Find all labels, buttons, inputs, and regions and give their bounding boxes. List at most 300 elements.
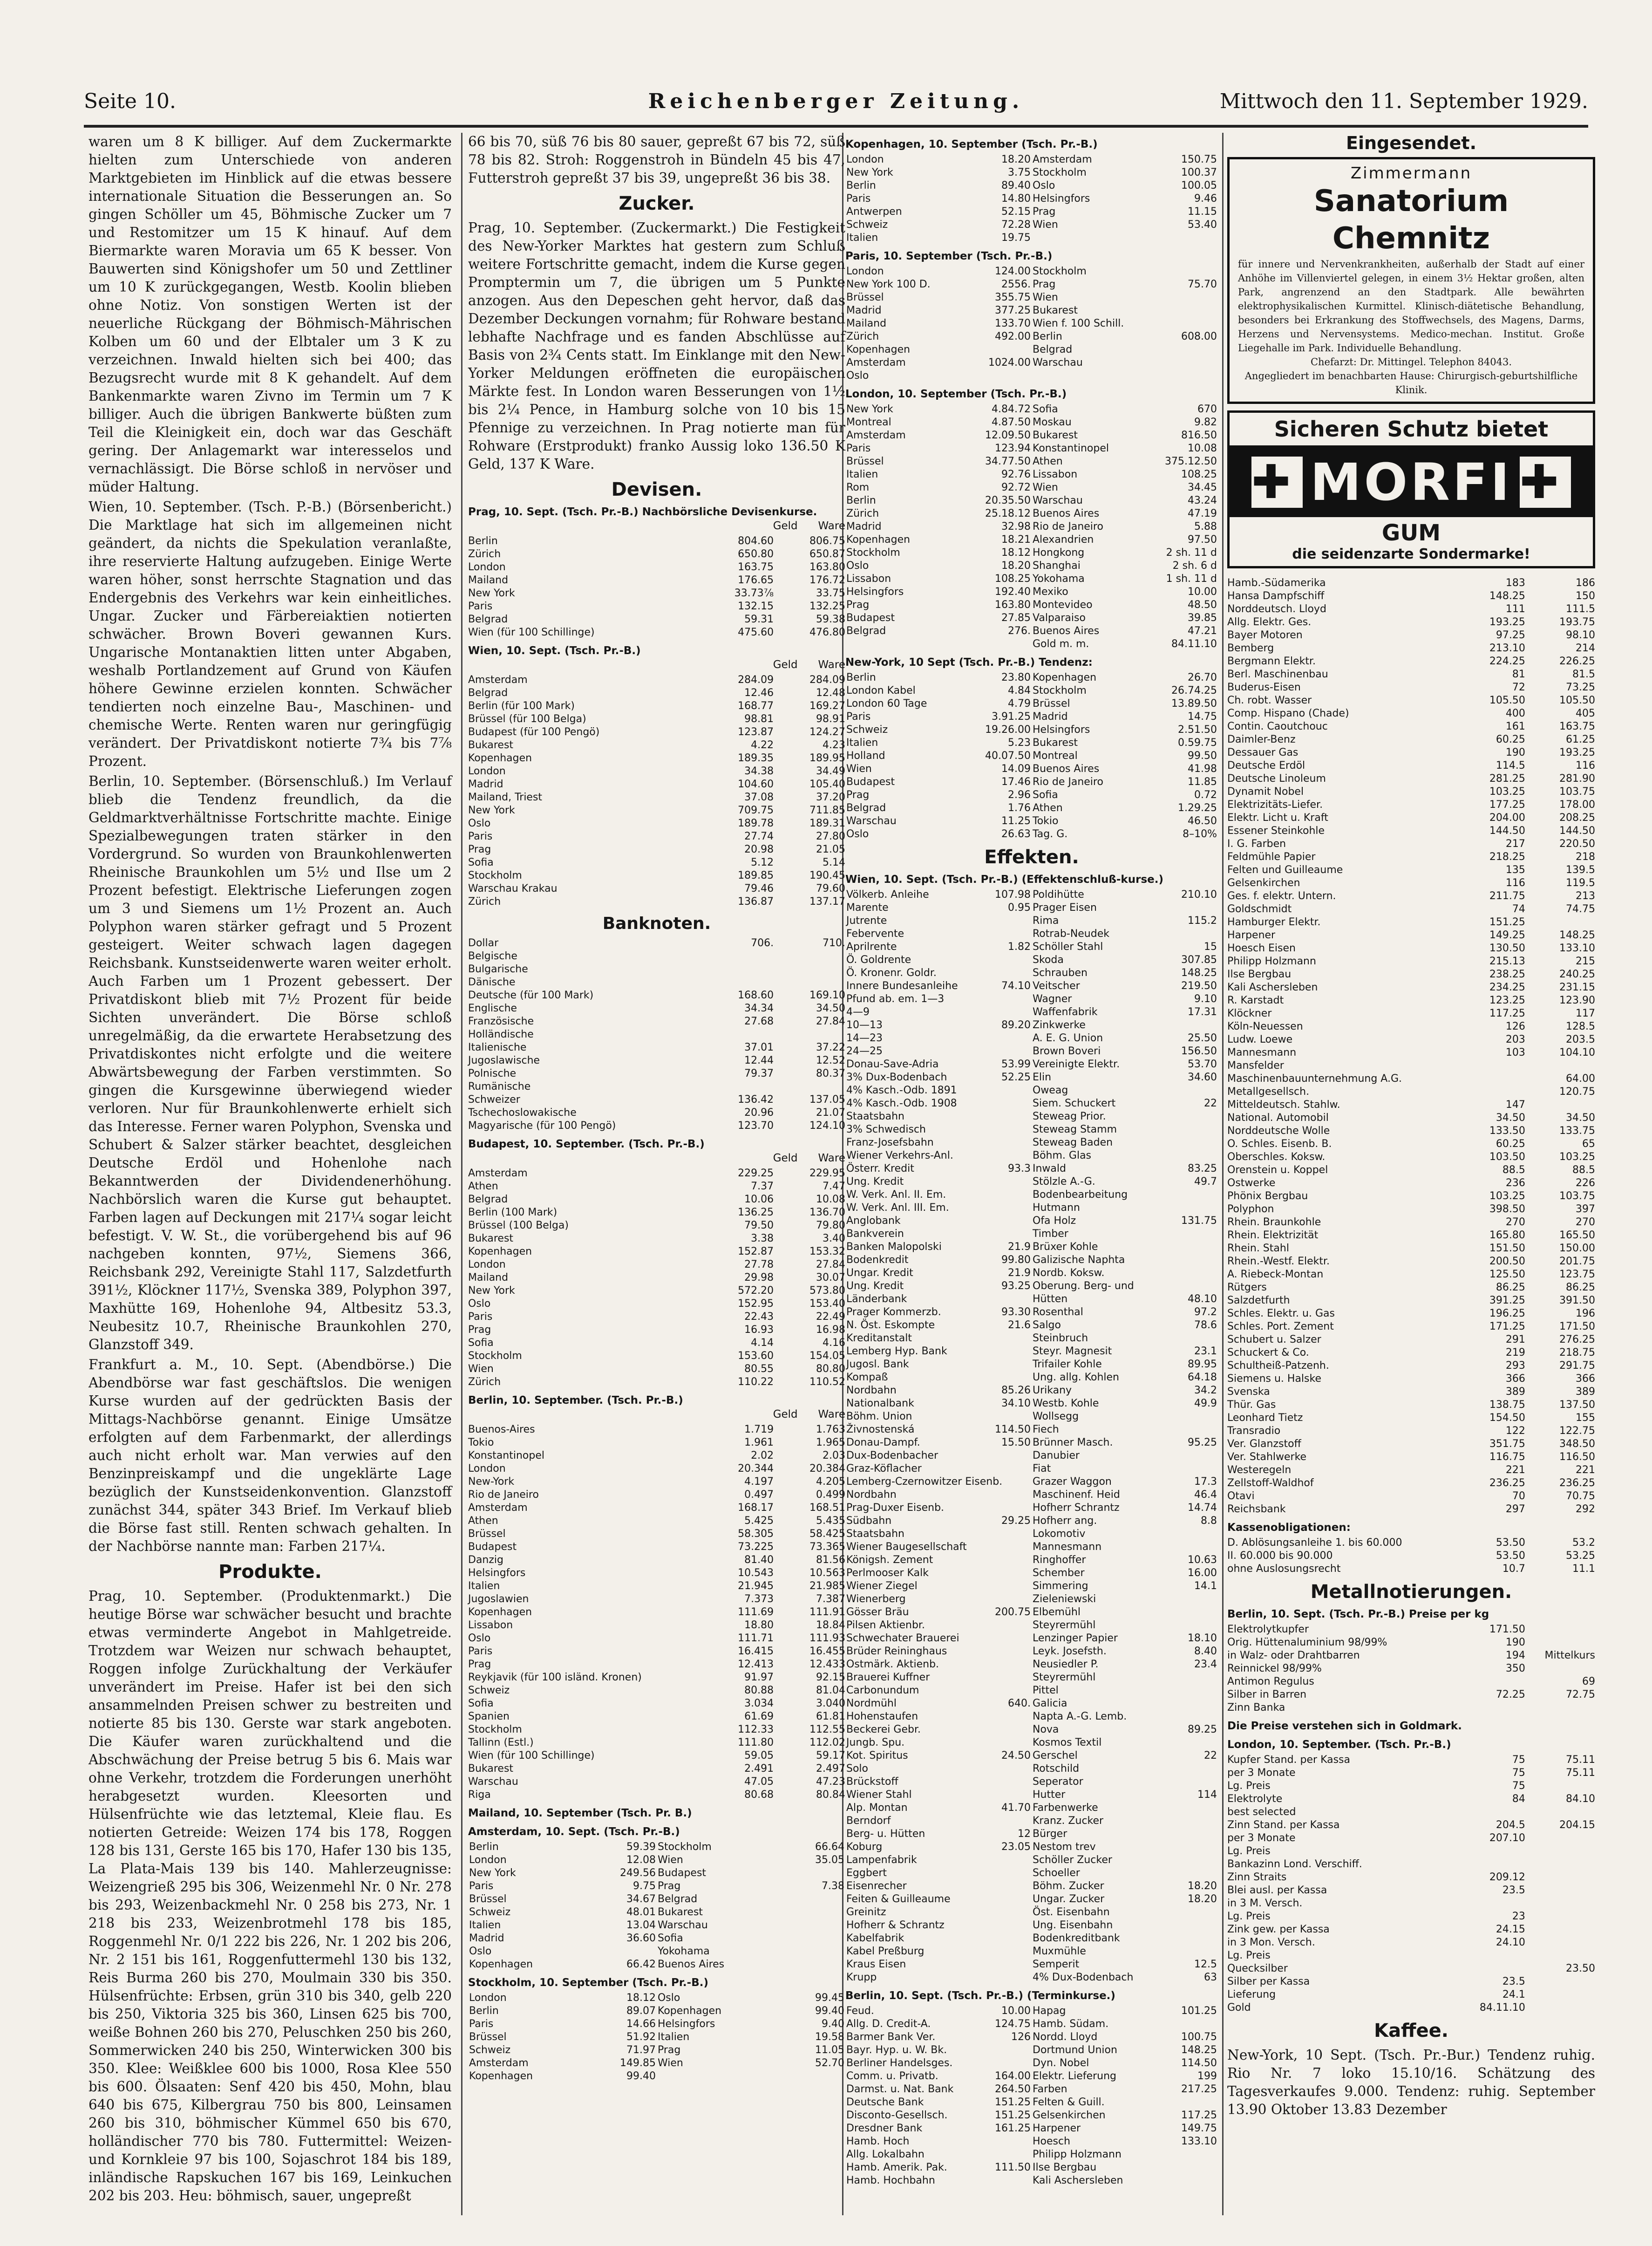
- quote-value: 670: [1197, 403, 1217, 415]
- quote-name: Steweag Prior.: [1033, 1111, 1106, 1122]
- quote-name: Metallgesellsch.: [1227, 1086, 1310, 1098]
- quote-name: Lieferung: [1227, 1989, 1276, 2000]
- quote-value: 111.93: [809, 1632, 845, 1644]
- quote-value: 163.75: [1559, 721, 1595, 732]
- quote-value: 114.5: [1496, 760, 1525, 771]
- quote-value: 34.50: [1566, 1112, 1595, 1124]
- quote-value: 53.25: [1566, 1550, 1595, 1562]
- quote-name: Buenos Aires: [657, 1959, 725, 1970]
- quote-value: 22: [1204, 1098, 1217, 1109]
- table-row: [845, 1488, 1218, 1502]
- table-berlin-devisen: [468, 1423, 845, 1802]
- table-row: [468, 1945, 845, 1958]
- quote-name: Belgrad: [657, 1893, 698, 1905]
- quote-name: Fiech: [1033, 1424, 1059, 1435]
- quote-value: 34.34: [744, 1003, 774, 1014]
- quote-value: 572.20: [738, 1285, 774, 1297]
- quote-value: 213: [1576, 890, 1595, 902]
- quote-value: [972, 1880, 1032, 1893]
- quote-value: 137.05: [809, 1094, 845, 1106]
- quote-value: 123.75: [1559, 1269, 1595, 1280]
- quote-name: London 60 Tage: [846, 698, 927, 710]
- quote-value: [1455, 1701, 1525, 1714]
- quote-value: 37.01: [744, 1042, 774, 1053]
- quote-value: 97.50: [1188, 534, 1217, 546]
- quote-name: Hütten: [1033, 1293, 1068, 1305]
- geld-label: Geld: [773, 659, 798, 671]
- quote-value: 199: [1197, 2070, 1217, 2082]
- quote-value: 131.75: [1181, 1215, 1217, 1227]
- quote-value: 27.80: [816, 831, 845, 842]
- quote-value: 117: [1576, 1008, 1595, 1019]
- quote-value: 48.10: [1188, 1293, 1217, 1305]
- table-heading-text: Berlin, 10. September. (Tsch. Pr.-B.): [468, 1394, 683, 1406]
- quote-name: Steinbruch: [1033, 1332, 1088, 1344]
- table-row: [1227, 812, 1595, 825]
- quote-name: Amsterdam: [846, 430, 906, 441]
- quote-value: 138.75: [1489, 1399, 1525, 1411]
- quote-name: Galicia: [1033, 1698, 1067, 1709]
- table-stockholm-devisen: [468, 1992, 845, 2083]
- quote-value: 34.49: [816, 765, 845, 777]
- table-heading-berlin: [468, 1393, 845, 1421]
- quote-value: 709.75: [738, 805, 774, 816]
- quote-name: Wien: [657, 2057, 683, 2069]
- quote-value: 97.2: [1194, 1306, 1217, 1318]
- quote-value: 21.9: [1008, 1267, 1031, 1279]
- quote-value: 74: [1512, 903, 1525, 915]
- quote-name: Belgrad: [468, 1194, 508, 1205]
- quote-value: 3.75: [1008, 167, 1031, 178]
- table-row: [1227, 1190, 1595, 1203]
- quote-value: 116: [1505, 877, 1525, 889]
- quote-value: [1525, 1806, 1595, 1819]
- table-row: [1227, 1662, 1595, 1675]
- quote-value: [1525, 1701, 1595, 1714]
- article-frankfurt-exchange: Frankfurt a. M., 10. Sept. (Abendbörse.) Die Abendbörse war fast geschäftslos. Die wenigen Kurse wurden auf der gedrückten Basis der Mittags-Nachbörse genannt. Einige Umsätze erfolgten auf dem Farbenmarkt, der allerdings auch nicht erholt war. Man verwies auf den Benzinpreiskampf und die ungeklärte Lage bezüglich der Kunstseidenkonvention. Glanzstoff zunächst 344, später 343 Brief. Im Verkauf blieb die Börse fast still. Renten schwach gehalten. In der Nachbörse nannte man: Farben 217¼.: [88, 1357, 452, 1554]
- quote-name: Ilse Bergbau: [1227, 969, 1292, 980]
- table-row: [1227, 1099, 1595, 1112]
- quote-name: Kopenhagen: [469, 2070, 533, 2082]
- table-row: [468, 1893, 845, 1906]
- quote-value: [702, 950, 774, 963]
- table-row: [845, 1554, 1218, 1567]
- table-row: [468, 1528, 845, 1541]
- quote-value: 1.965: [816, 1437, 845, 1448]
- quote-value: 115.2: [1188, 915, 1217, 927]
- table-row: [1227, 1923, 1595, 1936]
- quote-name: Nordd. Lloyd: [1033, 2031, 1098, 2043]
- table-berlin-securities: [845, 2005, 1218, 2187]
- quote-name: best selected: [1227, 1806, 1296, 1818]
- quote-name: Grazer Waggon: [1033, 1476, 1112, 1488]
- quote-value: [972, 1893, 1032, 1906]
- quote-value: [972, 1710, 1032, 1723]
- quote-value: [596, 1945, 657, 1958]
- quote-name: Gold m. m.: [1033, 638, 1089, 650]
- table-row: [845, 1006, 1218, 1019]
- quote-value: [972, 2044, 1032, 2057]
- quote-value: 53.70: [1188, 1058, 1217, 1070]
- quote-name: 4% Kasch.-Odb. 1891: [846, 1085, 957, 1096]
- table-row: [1227, 1307, 1595, 1320]
- quote-name: Silber per Kassa: [1227, 1976, 1310, 1987]
- quote-name: Norddeutsch. Lloyd: [1227, 603, 1326, 615]
- quote-name: Paris: [846, 711, 871, 723]
- quote-value: [785, 1906, 845, 1919]
- quote-name: Brüssel: [846, 292, 884, 303]
- quote-value: 207.10: [1489, 1832, 1525, 1844]
- quote-name: Madrid: [469, 1932, 504, 1944]
- quote-value: 1.961: [744, 1437, 774, 1448]
- quote-name: Brüder Reininghaus: [846, 1645, 947, 1657]
- quote-name: Deutsche Bank: [846, 2096, 924, 2108]
- quote-name: Brüssel: [1033, 698, 1070, 710]
- quote-name: Contin. Caoutchouc: [1227, 721, 1328, 732]
- quote-name: Siem. Schuckert: [1033, 1098, 1116, 1109]
- table-heading-bonds: Kassenobligationen:: [1227, 1522, 1351, 1534]
- quote-value: [972, 915, 1032, 928]
- quote-value: 103.50: [1489, 1151, 1525, 1163]
- table-row: [468, 1311, 845, 1324]
- quote-name: Budapest (für 100 Pengö): [468, 726, 600, 738]
- geld-ware-labels: [468, 519, 845, 533]
- quote-name: Schweiz: [468, 1685, 510, 1696]
- quote-value: 49.9: [1194, 1398, 1217, 1409]
- quote-name: London: [469, 1992, 507, 2004]
- table-row: [845, 304, 1218, 317]
- quote-name: Daimler-Benz: [1227, 734, 1296, 745]
- quote-value: [1455, 1806, 1525, 1819]
- quote-value: 189.95: [809, 752, 845, 764]
- quote-value: [1158, 1528, 1218, 1541]
- quote-name: Elektr. Lieferung: [1033, 2070, 1117, 2082]
- quote-value: [972, 1671, 1032, 1684]
- quote-name: Antwerpen: [846, 206, 902, 218]
- table-row: [1227, 681, 1595, 694]
- quote-name: Rotrab-Neudek: [1033, 928, 1109, 940]
- geld-label: Geld: [773, 1408, 798, 1420]
- quote-value: [785, 1867, 845, 1880]
- table-row: [1227, 694, 1595, 707]
- quote-value: 110.22: [738, 1376, 774, 1388]
- quote-name: Wien: [468, 1363, 494, 1375]
- quote-name: Sofia: [468, 1698, 494, 1709]
- quote-name: Zinn Straits: [1227, 1871, 1287, 1883]
- quote-value: 18.20: [1188, 1893, 1217, 1905]
- quote-name: Koburg: [846, 1841, 883, 1853]
- quote-value: 400: [1505, 708, 1525, 719]
- quote-value: 23: [1512, 1911, 1525, 1922]
- table-heading-amsterdam: Amsterdam, 10. Sept. (Tsch. Pr.-B.): [468, 1826, 680, 1838]
- quote-name: Galizische Naphta: [1033, 1254, 1125, 1266]
- quote-name: Kot. Spiritus: [846, 1750, 908, 1761]
- quote-name: [657, 2070, 785, 2083]
- quote-name: Amsterdam: [468, 1502, 528, 1514]
- quote-value: 1.82: [1008, 941, 1031, 953]
- table-row: [468, 1645, 845, 1658]
- table-row: [845, 1332, 1218, 1345]
- quote-name: Schles. Port. Zement: [1227, 1321, 1334, 1332]
- quote-name: in Walz- oder Drahtbarren: [1227, 1650, 1360, 1661]
- table-row: [468, 1697, 845, 1710]
- quote-name: Englische: [468, 1003, 517, 1014]
- quote-value: 27.85: [1001, 612, 1031, 624]
- quote-name: Disconto-Gesellsch.: [846, 2109, 948, 2121]
- quote-value: 92.15: [816, 1672, 845, 1683]
- quote-value: [972, 1541, 1032, 1554]
- quote-name: Wien: [1033, 219, 1058, 231]
- quote-value: 75: [1512, 1767, 1525, 1779]
- table-row: [1227, 1281, 1595, 1294]
- quote-name: Philipp Holzmann: [1033, 2149, 1122, 2160]
- table-budapest-devisen: [468, 1167, 845, 1389]
- quote-value: [972, 1045, 1032, 1058]
- quote-value: 176.65: [738, 574, 774, 586]
- table-row: [845, 1958, 1218, 1971]
- quote-value: 168.51: [809, 1502, 845, 1514]
- table-row: [845, 1384, 1218, 1397]
- quote-value: 104.60: [738, 778, 774, 790]
- quote-value: 200.50: [1489, 1256, 1525, 1267]
- quote-value: 89.25: [1188, 1724, 1217, 1735]
- quote-name: Eisenrecher: [846, 1880, 907, 1892]
- quote-name: Pittel: [1033, 1685, 1059, 1696]
- quote-name: Otavi: [1227, 1490, 1255, 1502]
- quote-name: Mannesmann: [1033, 1541, 1102, 1553]
- quote-value: [1455, 1845, 1525, 1858]
- table-row: [845, 697, 1218, 710]
- quote-value: 17.46: [1001, 776, 1031, 788]
- quote-name: Aprilrente: [846, 941, 897, 953]
- quote-value: 79.50: [744, 1220, 774, 1231]
- quote-name: Tschechoslowakische: [468, 1107, 577, 1119]
- table-row: [468, 791, 845, 804]
- quote-value: 193.25: [1559, 747, 1595, 758]
- quote-name: Kali Aschersleben: [1227, 982, 1318, 993]
- quote-value: [785, 1893, 845, 1906]
- quote-value: [972, 1449, 1032, 1462]
- quote-value: 1 sh. 11 d: [1166, 573, 1217, 585]
- table-row: [1227, 1320, 1595, 1333]
- quote-value: [1158, 356, 1218, 369]
- quote-value: 816.50: [1181, 430, 1217, 441]
- quote-value: [972, 1188, 1032, 1202]
- quote-value: [774, 963, 845, 976]
- quote-value: 75: [1512, 1754, 1525, 1766]
- table-row: [845, 2109, 1218, 2122]
- quote-value: 136.70: [809, 1207, 845, 1218]
- quote-value: 111.69: [738, 1606, 774, 1618]
- quote-value: 1024.00: [988, 357, 1031, 369]
- quote-value: 7.37: [751, 1181, 774, 1192]
- table-row: [845, 468, 1218, 481]
- quote-value: 2.02: [751, 1450, 774, 1461]
- quote-value: 20.344: [738, 1463, 774, 1475]
- quote-name: Zink gew. per Kassa: [1227, 1924, 1330, 1935]
- quote-value: 7.47: [823, 1181, 845, 1192]
- table-row: [845, 232, 1218, 245]
- quote-value: [972, 1358, 1032, 1371]
- quote-value: [972, 2057, 1032, 2070]
- quote-value: 366: [1576, 1373, 1595, 1385]
- quote-name: Länderbank: [846, 1293, 907, 1305]
- table-row: [845, 1045, 1218, 1058]
- quote-name: Stockholm: [1033, 685, 1087, 696]
- quote-name: Jungb. Spu.: [846, 1737, 905, 1748]
- quote-value: 229.25: [738, 1167, 774, 1179]
- quote-name: Allg. Elektr. Ges.: [1227, 616, 1312, 628]
- quote-name: A. E. G. Union: [1033, 1032, 1103, 1044]
- quote-value: 111: [1505, 603, 1525, 615]
- quote-value: 34.2: [1194, 1385, 1217, 1396]
- quote-name: Hamb.-Südamerika: [1227, 577, 1326, 589]
- quote-name: London: [469, 1854, 507, 1866]
- quote-value: 281.25: [1489, 773, 1525, 785]
- quote-name: Kabelfabrik: [846, 1932, 904, 1944]
- article-berlin-exchange: Berlin, 10. September. (Börsenschluß.) Im Verlauf blieb die Tendenz freundlich, da die Geldmarktverhältnisse Fortschritte machte. Einige Spezialbewegungen traten stärker in den Vordergrund. So wurden von Braunkohlenwerten Rheinische Braunkohlen um 5½ und Ilse um 2 Prozent befestigt. Elektrische Lieferungen zogen um 3 und Siemens um 1½ Prozent an. Auch Polyphon waren stärker gefragt und 5 Prozent gesteigert. Weiter schwach lagen dagegen Reichsbank. Kunstseidenwerte waren weiter erholt. Auch Farben um 1 Prozent gebessert. Der Privatdiskont blieb mit 7½ Prozent für beide Sichten unverändert. Die Börse schloß unregelmäßig, da die erwartete Herabsetzung des Privatdiskontes nicht erfolgte und die weitere Abwärtsbewegung der Farben verstimmten. So gingen die Kursgewinne überwiegend wieder verloren. Nur für Braunkohlenwerte erhielt sich das Interesse. Ferner waren Polyphon, Svenska und Schubert & Salzer stärker beachtet, desgleichen Deutsche Erdöl und Hohenlohe nach Bekanntwerden der Dividendenerhöhung. Nachbörslich waren die Kurse gut behauptet. Farben lagen auf Deckungen mit 217¼ sogar leicht befestigt. V. W. St., die vorübergehend bis auf 96 nachgeben konnten, 97½, Siemens 366, Reichsbank 292, Vereinigte Stahl 117, Salzdetfurth 391½, Klöckner 117½, Svenska 389, Polyphon 397, Maxhütte 169, Hohenlohe 94, Altbesitz 53.3, Neubesitz 10.7, Rheinische Braunkohlen 270, Glanzstoff 349.: [88, 773, 452, 1352]
- quote-name: Warschau: [846, 815, 897, 827]
- table-row: [845, 1241, 1218, 1254]
- quote-name: Madrid: [846, 305, 882, 316]
- quote-value: 804.60: [738, 535, 774, 547]
- quote-name: Steyrermühl: [1033, 1619, 1096, 1631]
- table-row: [468, 1593, 845, 1606]
- quote-value: 14.1: [1194, 1580, 1217, 1592]
- quote-name: Felten und Guilleaume: [1227, 864, 1343, 876]
- table-row: [468, 856, 845, 869]
- quote-value: 201.75: [1559, 1256, 1595, 1267]
- quote-value: 351.75: [1489, 1438, 1525, 1450]
- quote-value: [972, 993, 1032, 1006]
- quote-name: Völkerb. Anleihe: [846, 889, 929, 901]
- quote-name: Wien: [1033, 292, 1058, 303]
- quote-value: 218.75: [1559, 1347, 1595, 1359]
- table-heading-berlin-securities: Berlin, 10. Sept. (Tsch. Pr.-B.) (Terminkurse.): [845, 1990, 1115, 2002]
- quote-name: London: [468, 1463, 506, 1475]
- quote-name: Konstantinopel: [468, 1450, 545, 1461]
- quote-name: Dresdner Bank: [846, 2123, 923, 2134]
- table-row: [1227, 1536, 1595, 1550]
- quote-value: 8–10%: [1183, 828, 1217, 840]
- table-row: [845, 481, 1218, 494]
- quote-name: London Kabel: [846, 685, 916, 696]
- quote-name: Kopenhagen: [468, 1606, 532, 1618]
- table-row: [468, 1723, 845, 1736]
- quote-value: 375.12.50: [1165, 456, 1217, 467]
- quote-name: London: [468, 561, 506, 573]
- quote-name: Wiener Stahl: [846, 1789, 912, 1801]
- quote-value: 2556.: [1001, 279, 1031, 290]
- quote-value: [1455, 1949, 1525, 1962]
- quote-value: 18.10: [1188, 1632, 1217, 1644]
- quote-value: 33.75: [816, 587, 845, 599]
- table-row: [468, 1958, 845, 1971]
- quote-value: 5.88: [1194, 521, 1217, 532]
- table-row: [845, 1606, 1218, 1619]
- quote-name: Oslo: [846, 370, 869, 382]
- table-row: [468, 1619, 845, 1632]
- quote-value: [972, 1736, 1032, 1749]
- quote-name: Wiener Ziegel: [846, 1580, 918, 1592]
- quote-name: Warschau: [1033, 495, 1083, 506]
- quote-value: 60.25: [1496, 734, 1525, 745]
- quote-value: 133.10: [1559, 942, 1595, 954]
- column-4: [1227, 133, 1595, 2215]
- table-row: [845, 993, 1218, 1006]
- quote-value: 89.07: [626, 2005, 656, 2017]
- quote-value: [1158, 1775, 1218, 1789]
- quote-value: 80.88: [744, 1685, 774, 1696]
- quote-name: Carbonundum: [846, 1685, 919, 1696]
- quote-name: Sofia: [468, 1337, 494, 1349]
- table-row: [1227, 877, 1595, 890]
- quote-name: Ver. Glanzstoff: [1227, 1438, 1301, 1450]
- quote-value: 10.06: [744, 1194, 774, 1205]
- table-row: [468, 1324, 845, 1337]
- quote-name: Donau-Dampf.: [846, 1437, 920, 1448]
- table-row: [845, 1645, 1218, 1658]
- quote-value: [972, 1006, 1032, 1019]
- quote-name: Krupp: [846, 1972, 877, 1983]
- quote-name: Oberung. Berg- und: [1033, 1280, 1134, 1292]
- table-row: [845, 1058, 1218, 1071]
- quote-value: 161.25: [995, 2123, 1031, 2134]
- quote-name: A. Riebeck-Montan: [1227, 1269, 1324, 1280]
- quote-value: 48.01: [626, 1906, 656, 1918]
- quote-value: 111.91: [809, 1606, 845, 1618]
- quote-name: Paris: [846, 443, 871, 454]
- quote-name: Zinn Banka: [1227, 1702, 1285, 1714]
- quote-value: 112.55: [809, 1724, 845, 1735]
- quote-value: [1158, 1332, 1218, 1345]
- quote-value: 200.75: [995, 1606, 1031, 1618]
- quote-value: 81.5: [1572, 669, 1595, 680]
- table-row: [1227, 1346, 1595, 1359]
- quote-name: Rio de Janeiro: [1033, 776, 1103, 788]
- quote-value: 84.10: [1566, 1793, 1595, 1805]
- quote-value: 34.10: [1001, 1398, 1031, 1409]
- quote-value: 137.50: [1559, 1399, 1595, 1411]
- article-vienna-exchange: Wien, 10. September. (Tsch. P.-B.) (Börsenbericht.) Die Marktlage hat sich im allgemeinen nicht geändert, da nichts die Spekulation veranlaßte, ihre reservierte Haltung aufzugeben. Einige Werte waren höher, sonst herrschte Stagnation und das Endergebnis des Verkehrs war kein einheitliches. Ungar. Zucker und Färbereiaktien notierten schwächer. Brown Boveri gewannen Kurs. Ungarische Montanaktien litten unter Abgaben, weshalb Portlandzement auf Grund von Käufen höhere Gewinne erzielen konnten. Schwächer tendierten noch einzelne Bau-, Maschinen- und chemische Werte. Renten waren nur geringfügig verändert. Der Privatdiskont notierte 7¾ bis 7⅞ Prozent.: [88, 499, 452, 769]
- quote-value: 176.72: [809, 574, 845, 586]
- quote-name: Buenos Aires: [1033, 508, 1100, 519]
- quote-value: 177.25: [1489, 799, 1525, 811]
- quote-name: New York: [468, 805, 515, 816]
- quote-value: 18.12: [626, 1992, 656, 2004]
- quote-value: 29.25: [1001, 1515, 1031, 1527]
- quote-value: 236.25: [1489, 1477, 1525, 1489]
- table-row: [1227, 772, 1595, 785]
- quote-value: 21.05: [816, 844, 845, 855]
- quote-name: Staatsbahn: [846, 1111, 904, 1122]
- quote-name: Holländische: [468, 1029, 534, 1040]
- quote-value: 37.22: [816, 1042, 845, 1053]
- quote-value: 221: [1505, 1464, 1525, 1476]
- quote-value: 84.11.10: [1479, 2002, 1525, 2014]
- quote-value: 276.25: [1559, 1334, 1595, 1345]
- table-row: [1227, 577, 1595, 590]
- quote-name: Warschau Krakau: [468, 883, 557, 894]
- quote-value: 5.23: [1008, 737, 1031, 749]
- quote-value: [1158, 317, 1218, 330]
- table-heading-text: Wien, 10. Sept. (Tsch. Pr.-B.): [468, 645, 641, 657]
- table-row: [468, 1762, 845, 1775]
- quote-name: Zürich: [468, 1376, 501, 1388]
- quote-name: Salzdetfurth: [1227, 1295, 1290, 1306]
- quote-value: 10.563: [809, 1567, 845, 1579]
- table-row: [468, 1671, 845, 1684]
